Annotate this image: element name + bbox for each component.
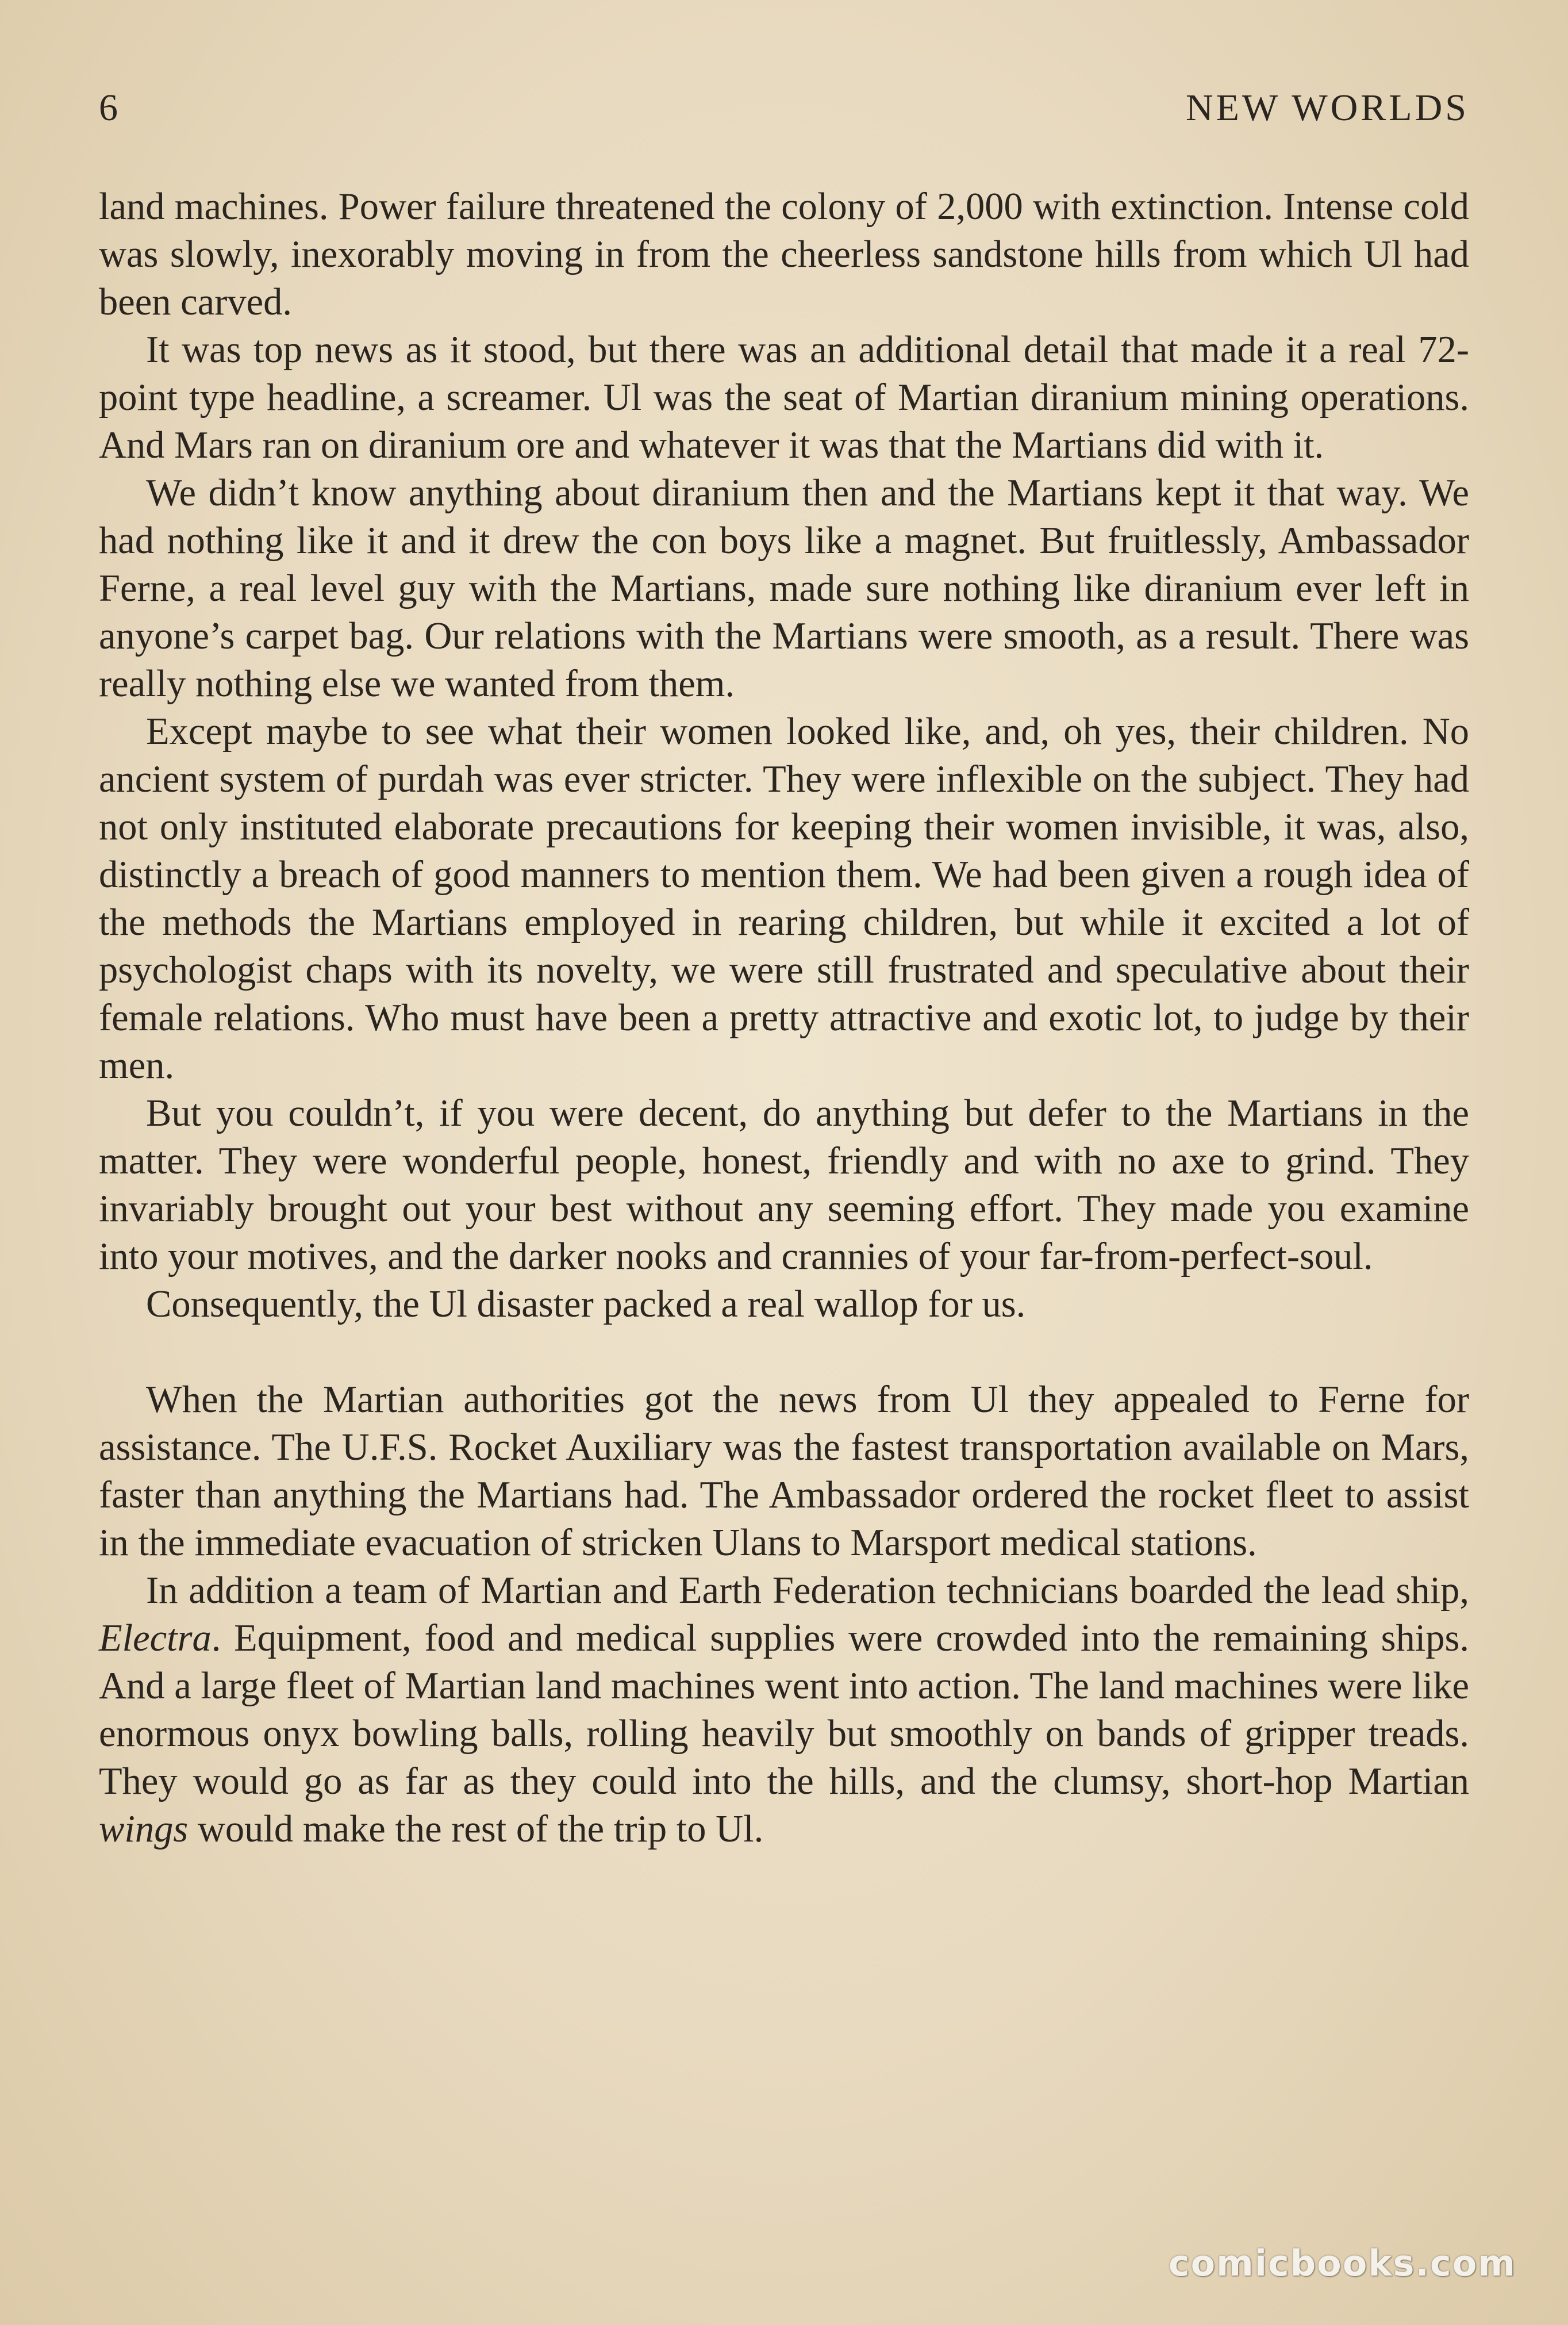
- page-number: 6: [99, 87, 119, 129]
- italic-word: Electra: [99, 1617, 212, 1659]
- running-head: [99, 86, 1469, 138]
- watermark: comicbooks.com: [1168, 2242, 1516, 2284]
- italic-word: wings: [99, 1808, 189, 1850]
- paragraph: land machines. Power failure threatened the colony of 2,000 with extinction. Intense cold was slowly, inexorably moving in from the cheerless sandstone hills from which Ul had been carved.: [99, 186, 1469, 323]
- paragraph: When the Martian authorities got the news from Ul they appealed to Ferne for assistance. The U.F.S. Rocket Auxiliary was the fastest transportation available on Mars, faster than anything the Martians had. The Ambassador ordered the rocket fleet to assist in the immediate evacuation of stricken Ulans to Marsport medical stations.: [99, 1379, 1469, 1564]
- running-title: NEW WORLDS: [1185, 87, 1469, 129]
- body-text: [99, 183, 1469, 1853]
- paragraph: We didn’t know anything about diranium then and the Martians kept it that way. We had nothing like it and it drew the con boys like a magnet. But fruitlessly, Ambassador Ferne, a real level guy with the Martians, made sure nothing like diranium ever left in anyone’s carpet bag. Our relations with the Martians were smooth, as a result. There was really nothing else we wanted from them.: [99, 472, 1469, 705]
- paragraph: In addition a team of Martian and Earth Federation technicians boarded the lead ship, Electra. Equipment, food and medical supplies were crowded into the remaining ships. And a large fleet of Martian land machines went into action. The land machines were like enormous onyx bowling balls, rolling heavily but smoothly on bands of gripper treads. They would go as far as they could into the hills, and the clumsy, short-hop Martian wings would make the rest of the trip to Ul.: [99, 1570, 1469, 1850]
- paragraph: Consequently, the Ul disaster packed a real wallop for us.: [146, 1283, 1026, 1325]
- paragraph: But you couldn’t, if you were decent, do anything but defer to the Martians in the matter. They were wonderful people, honest, friendly and with no axe to grind. They invariably brought out your best without any seeming effort. They made you examine into your motives, and the darker nooks and crannies of your far-from-perfect-soul.: [99, 1092, 1469, 1277]
- paragraph: It was top news as it stood, but there was an additional detail that made it a real 72-point type headline, a screamer. Ul was the seat of Martian diranium mining operations. And Mars ran on diranium ore and whatever it was that the Martians did with it.: [99, 329, 1469, 466]
- paragraph: Except maybe to see what their women looked like, and, oh yes, their children. No ancient system of purdah was ever stricter. They were inflexible on the subject. They had not only instituted elaborate precautions for keeping their women invisible, it was, also, distinctly a breach of good manners to mention them. We had been given a rough idea of the methods the Martians employed in rearing children, but while it excited a lot of psychologist chaps with its novelty, we were still frustrated and speculative about their female relations. Who must have been a pretty attractive and exotic lot, to judge by their men.: [99, 711, 1469, 1087]
- section-break: [99, 1328, 1469, 1376]
